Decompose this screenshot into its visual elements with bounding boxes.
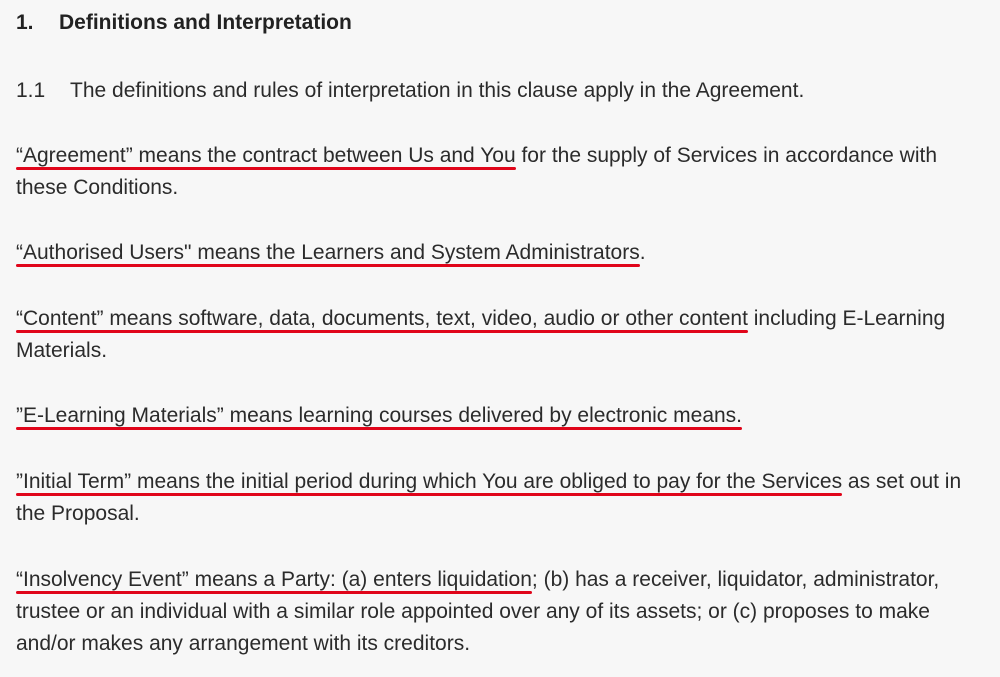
definition-authorised-users — [16, 237, 991, 269]
definition-initial-term — [16, 466, 991, 530]
highlighted-text: ”Initial Term” means the initial period during which You are obliged to pay for the Services — [16, 470, 843, 493]
definition-rest: for the supply of Services in accordance with these Conditions. — [16, 144, 938, 199]
highlighted-text: “Authorised Users" means the Learners and System Administrators — [16, 241, 640, 264]
highlighted-text: “Agreement” means the contract between Us and You — [16, 144, 516, 167]
definition-agreement — [16, 140, 991, 204]
highlighted-text: ”E-Learning Materials” means learning courses delivered by electronic means. — [16, 404, 743, 427]
clause-number: 1.1 — [16, 79, 46, 102]
definition-rest: ; (b) has a receiver, liquidator, administrator, trustee or an individual with a similar role appointed over any of its assets; or (c) proposes to make and/or makes any arrangement with its creditors. — [16, 568, 940, 655]
definition-e-learning-materials — [16, 400, 991, 432]
definition-rest: including E-Learning Materials. — [16, 307, 946, 362]
section-number: 1. — [16, 11, 34, 34]
clause-text: The definitions and rules of interpretation in this clause apply in the Agreement. — [70, 79, 805, 102]
definition-rest: as set out in the Proposal. — [16, 470, 962, 525]
highlighted-text: “Content” means software, data, documents, text, video, audio or other content — [16, 307, 748, 330]
clause-1-1 — [16, 76, 804, 106]
definition-insolvency-event — [16, 564, 991, 660]
highlighted-text: “Insolvency Event” means a Party: (a) enters liquidation — [16, 568, 532, 591]
definition-rest: . — [639, 241, 646, 264]
definition-content — [16, 303, 991, 367]
section-title: Definitions and Interpretation — [59, 11, 352, 34]
section-heading — [16, 8, 352, 38]
